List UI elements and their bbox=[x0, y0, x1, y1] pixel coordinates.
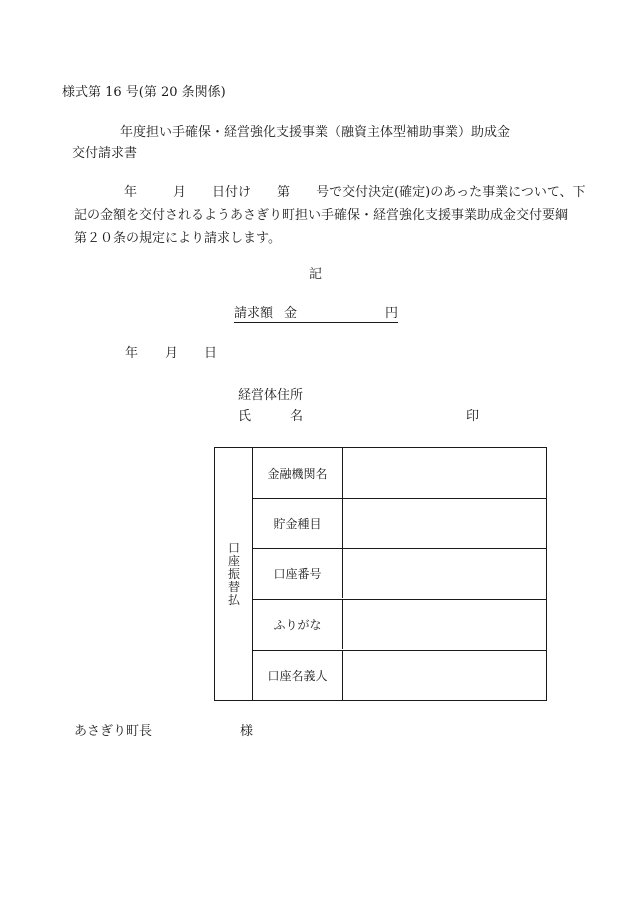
furigana-label: ふりがな bbox=[253, 600, 343, 649]
blank-year: 年 bbox=[124, 185, 138, 200]
date-day-label: 日 bbox=[204, 346, 218, 361]
table-row-deposit-type bbox=[253, 498, 546, 548]
addressee-honorific: 様 bbox=[240, 724, 254, 739]
body-paragraph-line-2: 記の金額を交付されるようあさぎり町担い手確保・経営強化支援事業助成金交付要綱 bbox=[74, 208, 569, 223]
bank-name-label: 金融機関名 bbox=[253, 448, 343, 498]
blank-dated: 日付け bbox=[212, 185, 252, 200]
account-holder-field[interactable] bbox=[343, 651, 546, 700]
applicant-name-label-shi: 氏 bbox=[238, 409, 252, 424]
table-row-furigana bbox=[253, 599, 546, 649]
blank-month: 月 bbox=[173, 185, 187, 200]
account-transfer-side-cell bbox=[215, 448, 253, 700]
applicant-address-label: 経営体住所 bbox=[238, 388, 304, 403]
claim-amount-kin: 金 bbox=[284, 306, 298, 321]
claim-amount-yen: 円 bbox=[385, 306, 399, 321]
account-transfer-label: 口座振替払 bbox=[226, 541, 241, 607]
body-text-rest: 号で交付決定(確定)のあった事業について、下 bbox=[316, 185, 586, 200]
document-title-continued: 交付請求書 bbox=[72, 146, 138, 161]
blank-number-prefix: 第 bbox=[277, 185, 291, 200]
document-title: 年度担い手確保・経営強化支援事業（融資主体型補助事業）助成金 bbox=[120, 125, 511, 140]
claim-amount-line bbox=[234, 307, 398, 323]
furigana-field[interactable] bbox=[343, 600, 546, 649]
bank-name-field[interactable] bbox=[343, 448, 546, 498]
table-row-account-holder bbox=[253, 650, 546, 700]
ki-heading: 記 bbox=[309, 267, 323, 282]
table-row-account-number bbox=[253, 548, 546, 598]
date-year-label: 年 bbox=[125, 346, 139, 361]
table-row-bank-name bbox=[253, 448, 546, 498]
claim-amount-label: 請求額 bbox=[234, 306, 274, 321]
account-number-field[interactable] bbox=[343, 549, 546, 598]
deposit-type-field[interactable] bbox=[343, 499, 546, 548]
bank-account-table bbox=[214, 447, 547, 701]
addressee-name: あさぎり町長 bbox=[74, 724, 153, 739]
applicant-name-label-mei: 名 bbox=[290, 409, 304, 424]
deposit-type-label: 貯金種目 bbox=[253, 499, 343, 548]
body-paragraph-line-3: 第２０条の規定により請求します。 bbox=[74, 231, 281, 246]
seal-mark: 印 bbox=[466, 409, 480, 424]
body-paragraph-line-1 bbox=[74, 185, 586, 200]
date-month-label: 月 bbox=[165, 346, 179, 361]
account-holder-label: 口座名義人 bbox=[253, 651, 343, 700]
form-number: 様式第 16 号(第 20 条関係) bbox=[62, 85, 226, 100]
account-number-label: 口座番号 bbox=[253, 549, 343, 598]
